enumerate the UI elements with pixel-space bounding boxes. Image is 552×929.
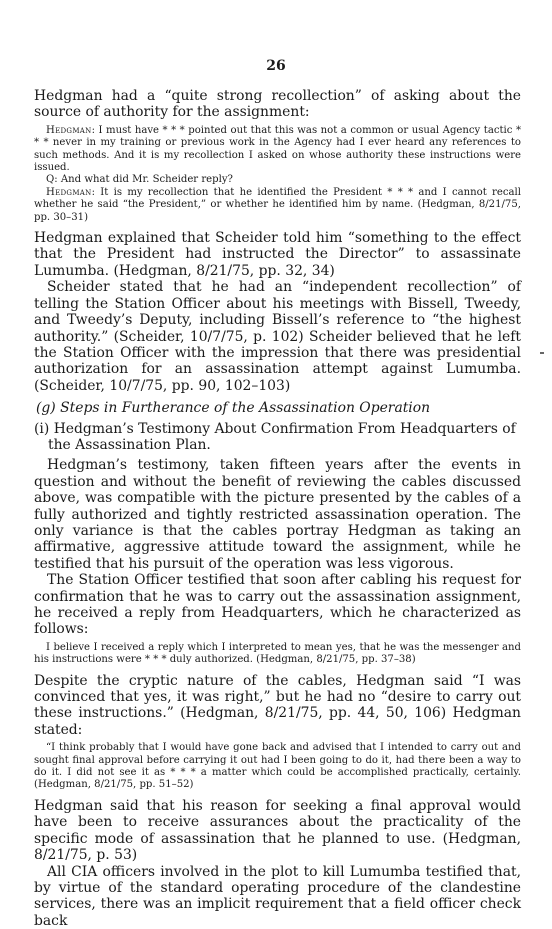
paragraph-reason-final-approval: Hedgman said that his reason for seeking a final approval would have been to receive assurances about the practicality of the specific mode of assassination that he planned to use. (Hedgman, 8/21/75, p. 53) <box>34 798 521 864</box>
paragraph-hedgman-recollection: Hedgman had a “quite strong recollection” of asking about the source of authority for the assignment: <box>34 88 521 121</box>
speaker-label: Hedgman <box>46 125 92 136</box>
paragraph-cia-officers: All CIA officers involved in the plot to kill Lumumba testified that, by virtue of the standard operating procedure of the clandestine services, there was an implicit requirement that a field officer check back <box>34 864 521 929</box>
quote-question: Q: And what did Mr. Scheider reply? <box>34 174 521 186</box>
text-column <box>34 88 521 929</box>
quote-hedgman-testimony-2 <box>34 187 521 224</box>
quote-reply-received: I believe I received a reply which I interpreted to mean yes, that he was the messenger and his instructions were * * * duly authorized. (Hedgman, 8/21/75, pp. 37–38) <box>34 642 521 667</box>
page-number: 26 <box>0 58 552 74</box>
paragraph-cryptic-cables: Despite the cryptic nature of the cables, Hedgman said “I was convinced that yes, it was right,” but he had no “desire to carry out these instructions.” (Hedgman, 8/21/75, pp. 44, 50, 106) Hedgman stated: <box>34 673 521 739</box>
section-label: (g) <box>36 400 56 416</box>
margin-mark <box>540 352 544 354</box>
quote-final-approval: “I think probably that I would have gone back and advised that I intended to carry out and sought final approval before carrying it out had I been going to do it, had there been a way to do it. I did not see it as * * * a matter which could be accomplished practically, certainly. (Hedgman, 8/21/75, pp. 51–52) <box>34 742 521 792</box>
subheading-i: (i) Hedgman’s Testimony About Confirmation From Headquarters of the Assassination Plan. <box>34 421 521 454</box>
paragraph-scheider-explained: Hedgman explained that Scheider told him “something to the effect that the President had instructed the Director” to assassinate Lumumba. (Hedgman, 8/21/75, pp. 32, 34) <box>34 230 521 279</box>
paragraph-scheider-recollection: Scheider stated that he had an “independent recollection” of telling the Station Officer about his meetings with Bissell, Tweedy, and Tweedy’s Deputy, including Bissell’s reference to “the highest authority.” (Scheider, 10/7/75, p. 102) Scheider believed that he left the Station Officer with the impression that there was presidential authorization for an assassination attempt against Lumumba. (Scheider, 10/7/75, pp. 90, 102–103) <box>34 279 521 394</box>
paragraph-testimony-compatible: Hedgman’s testimony, taken fifteen years after the events in question and without the benefit of reviewing the cables discussed above, was compatible with the picture presented by the cables of a fully authorized and tightly restricted assassination operation. The only variance is that the cables portray Hedgman as taking an affirmative, aggressive attitude toward the assignment, while he testified that his pursuit of the operation was less vigorous. <box>34 457 521 572</box>
quote-text: : I must have * * * pointed out that this was not a common or usual Agency tactic * * * never in my training or previous work in the Agency had I ever heard any references to such methods. And it is my recollection I asked on whose authority these instructions were issued. <box>34 125 521 173</box>
paragraph-station-officer: The Station Officer testified that soon after cabling his request for confirmation that he was to carry out the assassination assignment, he received a reply from Headquarters, which he characterized as follows: <box>34 572 521 638</box>
speaker-label: Hedgman <box>46 187 92 198</box>
section-title: Steps in Furtherance of the Assassination Operation <box>60 400 430 416</box>
quote-hedgman-testimony-1 <box>34 125 521 175</box>
quote-text: : It is my recollection that he identified the President * * * and I cannot recall whether he said “the President,” or whether he identified him by name. (Hedgman, 8/21/75, pp. 30–31) <box>34 187 521 223</box>
section-heading-g <box>34 400 521 416</box>
